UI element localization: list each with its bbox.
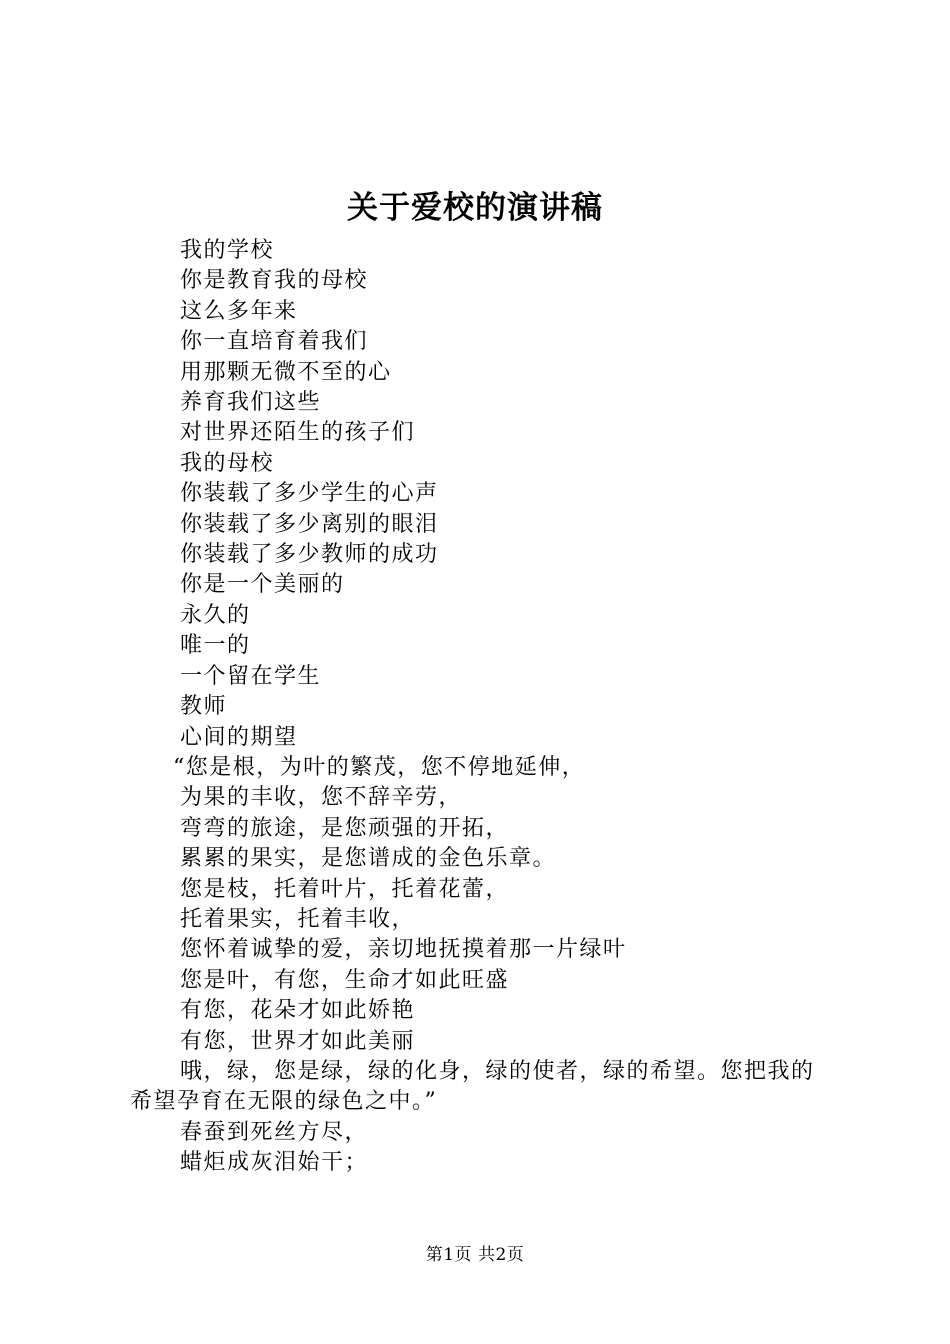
text-line: 心间的期望 <box>180 724 298 750</box>
wrapped-paragraph: 哦，绿，您是绿，绿的化身，绿的使者，绿的希望。您把我的希望孕育在无限的绿色之中。” <box>130 1058 815 1115</box>
page-footer: 第1页 共2页 <box>425 1245 525 1265</box>
text-line: 你一直培育着我们 <box>180 329 369 355</box>
text-line: 你装载了多少教师的成功 <box>180 542 439 568</box>
text-line: 有您，花朵才如此娇艳 <box>180 998 416 1024</box>
document-body <box>130 236 835 1179</box>
text-line: 你是教育我的母校 <box>180 268 369 294</box>
text-line: 累累的果实，是您谱成的金色乐章。 <box>180 846 557 872</box>
text-line: 对世界还陌生的孩子们 <box>180 420 416 446</box>
text-line: 永久的 <box>180 602 251 628</box>
text-line: 唯一的 <box>180 633 251 659</box>
text-line: 你装载了多少离别的眼泪 <box>180 511 439 537</box>
text-line: 这么多年来 <box>180 298 298 324</box>
text-line: 您是叶，有您，生命才如此旺盛 <box>180 967 510 993</box>
text-line: 为果的丰收，您不辞辛劳， <box>180 785 463 811</box>
text-line: 托着果实，托着丰收， <box>180 906 416 932</box>
text-line: 我的学校 <box>180 238 275 263</box>
text-line: 弯弯的旅途，是您顽强的开拓， <box>180 815 510 841</box>
text-line: 蜡炬成灰泪始干； <box>180 1150 369 1176</box>
text-line: 你装载了多少学生的心声 <box>180 481 439 507</box>
text-line: 教师 <box>180 694 228 720</box>
text-line: 您怀着诚挚的爱，亲切地抚摸着那一片绿叶 <box>180 937 627 963</box>
text-line: 一个留在学生 <box>180 663 322 689</box>
text-line: 春蚕到死丝方尽， <box>180 1119 369 1145</box>
text-line: 有您，世界才如此美丽 <box>180 1028 416 1054</box>
text-line: “您是根，为叶的繁茂，您不停地延伸， <box>173 754 586 780</box>
document-title: 关于爱校的演讲稿 <box>347 190 603 226</box>
text-line: 您是枝，托着叶片，托着花蕾， <box>180 876 510 902</box>
text-line: 我的母校 <box>180 450 275 476</box>
text-line: 养育我们这些 <box>180 390 322 416</box>
text-line: 你是一个美丽的 <box>180 572 345 598</box>
text-line: 用那颗无微不至的心 <box>180 359 392 385</box>
